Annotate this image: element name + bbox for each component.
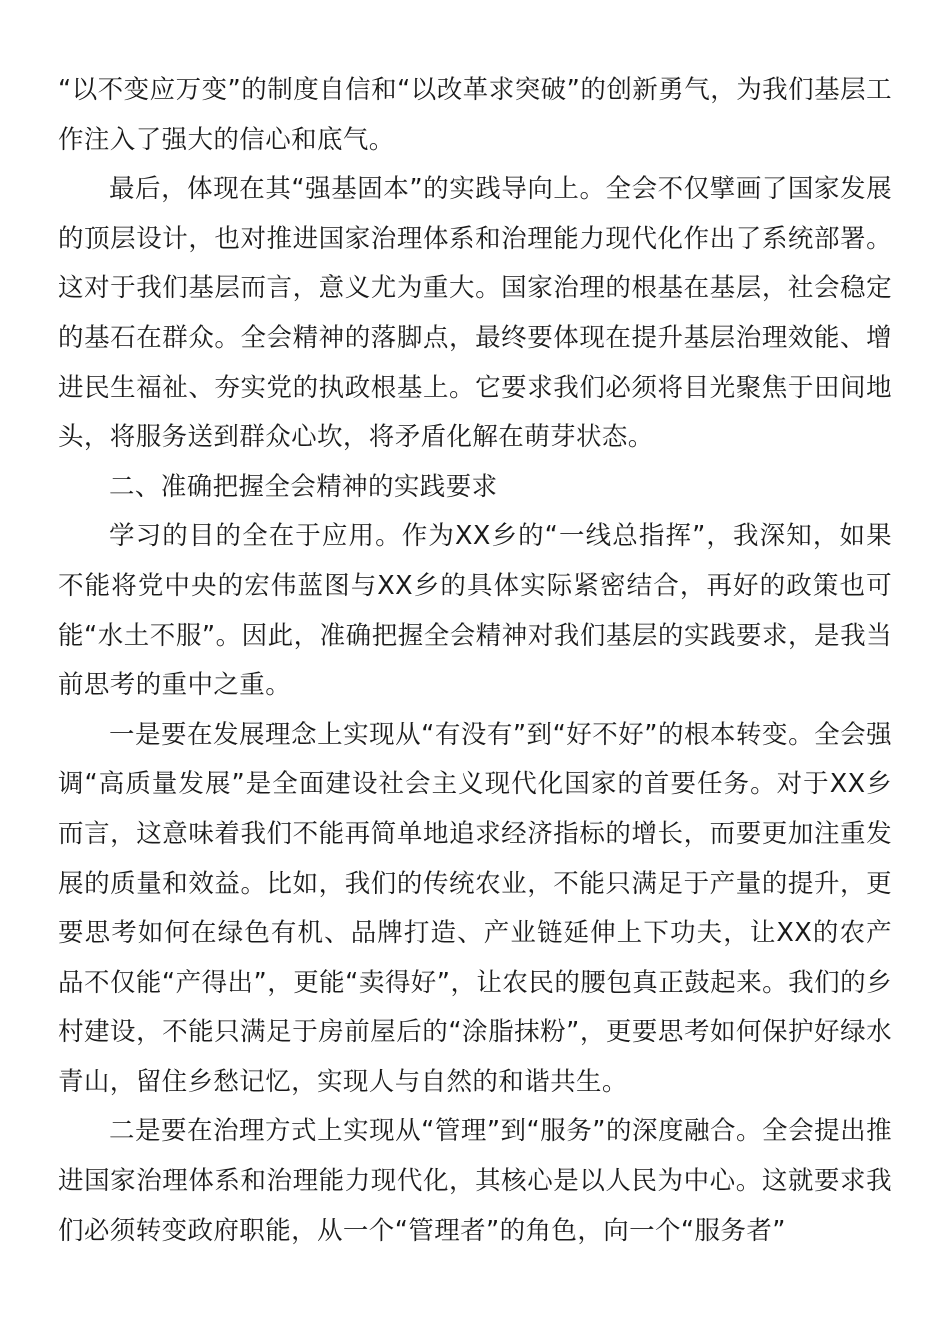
section-heading: 二、准确把握全会精神的实践要求 — [109, 471, 498, 502]
paragraph-application: 学习的目的全在于应用。作为XX乡的“一线总指挥”，我深知，如果不能将党中央的宏伟蓝图与XX乡的具体实际紧密结合，再好的政策也可能“水土不服”。因此，准确把握全会精神对我们基层的实践要求，是我当前思考的重中之重。 — [58, 521, 892, 701]
document-body — [58, 66, 892, 1256]
paragraph-continuation: “以不变应万变”的制度自信和“以改革求突破”的创新勇气，为我们基层工作注入了强大的信心和底气。 — [58, 75, 892, 155]
paragraph-point-two: 二是要在治理方式上实现从“管理”到“服务”的深度融合。全会提出推进国家治理体系和治理能力现代化，其核心是以人民为中心。这就要求我们必须转变政府职能，从一个“管理者”的角色，向一个“服务者” — [58, 1116, 892, 1246]
paragraph-finally: 最后，体现在其“强基固本”的实践导向上。全会不仅擘画了国家发展的顶层设计，也对推进国家治理体系和治理能力现代化作出了系统部署。这对于我们基层而言，意义尤为重大。国家治理的根基在基层，社会稳定的基石在群众。全会精神的落脚点，最终要体现在提升基层治理效能、增进民生福祉、夯实党的执政根基上。它要求我们必须将目光聚焦于田间地头，将服务送到群众心坎，将矛盾化解在萌芽状态。 — [58, 174, 892, 453]
paragraph-point-one: 一是要在发展理念上实现从“有没有”到“好不好”的根本转变。全会强调“高质量发展”是全面建设社会主义现代化国家的首要任务。对于XX乡而言，这意味着我们不能再简单地追求经济指标的增长，而要更加注重发展的质量和效益。比如，我们的传统农业，不能只满足于产量的提升，更要思考如何在绿色有机、品牌打造、产业链延伸上下功夫，让XX的农产品不仅能“产得出”，更能“卖得好”，让农民的腰包真正鼓起来。我们的乡村建设，不能只满足于房前屋后的“涂脂抹粉”，更要思考如何保护好绿水青山，留住乡愁记忆，实现人与自然的和谐共生。 — [58, 719, 892, 1097]
